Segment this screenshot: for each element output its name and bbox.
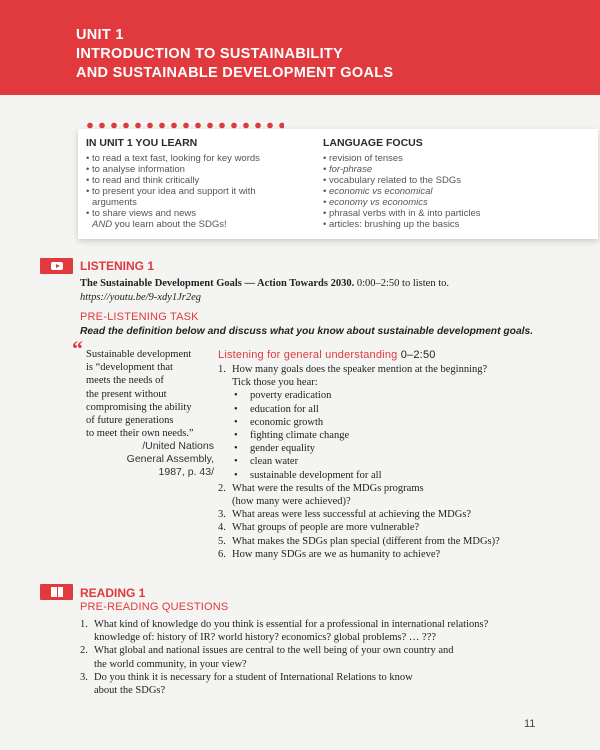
- listening-tag: [40, 258, 73, 274]
- list-item: • to read a text fast, looking for key words: [86, 153, 296, 164]
- reading-questions: [80, 618, 585, 697]
- unit-title: [76, 26, 393, 83]
- list-item: • phrasal verbs with in & into particles: [323, 208, 593, 219]
- quote-line: compromising the ability: [86, 401, 192, 413]
- language-focus-list: [323, 153, 593, 230]
- question-text: Do you think it is necessary for a student of International Relations to know: [94, 671, 413, 683]
- language-focus-column: [323, 137, 593, 230]
- decorative-dots: [84, 122, 284, 129]
- listening-time: 0:00–2:50 to listen to.: [354, 278, 449, 289]
- tick-list: [232, 389, 588, 481]
- you-learn-heading: IN UNIT 1 YOU LEARN: [86, 137, 198, 149]
- question-item: [80, 644, 585, 670]
- unit-banner: [0, 0, 600, 95]
- question-item: [218, 548, 588, 561]
- pre-listening-heading: PRE-LISTENING TASK: [80, 311, 199, 323]
- reading-title: READING 1: [80, 586, 146, 600]
- question-item: [218, 482, 588, 508]
- quote-mark: “: [72, 336, 83, 361]
- quote-source-line: 1987, p. 43/: [158, 466, 214, 479]
- question-item: [80, 618, 585, 644]
- quote-line: to meet their own needs.”: [86, 428, 194, 440]
- question-text: the world community, in your view?: [94, 658, 247, 670]
- question-number: 3.: [80, 671, 88, 683]
- question-text: What makes the SDGs plan special (different from the MDGs)?: [232, 535, 500, 547]
- question-text: (how many were achieved)?: [232, 496, 351, 508]
- question-number: 6.: [218, 548, 226, 560]
- tick-item: • poverty eradication: [232, 389, 588, 402]
- quote-source-line: General Assembly,: [126, 453, 214, 466]
- listening-questions: [218, 363, 588, 561]
- pre-listening-instruction: Read the definition below and discuss what you know about sustainable development goals.: [80, 326, 534, 337]
- video-title: The Sustainable Development Goals — Action Towards 2030.: [80, 278, 355, 289]
- question-text: How many goals does the speaker mention at the beginning?: [232, 364, 488, 375]
- general-understanding-time: 0–2:50: [400, 349, 436, 361]
- list-item: • economy vs economics: [323, 197, 593, 208]
- unit-title-line-2: AND SUSTAINABLE DEVELOPMENT GOALS: [76, 65, 394, 81]
- list-item: • vocabulary related to the SDGs: [323, 175, 593, 186]
- question-number: 3.: [218, 509, 226, 521]
- question-item: [218, 508, 588, 521]
- question-number: 5.: [218, 535, 226, 547]
- question-item: [80, 671, 585, 697]
- question-number: 1.: [218, 364, 226, 375]
- pre-reading-heading: PRE-READING QUESTIONS: [80, 601, 229, 613]
- question-text: knowledge of: history of IR? world history? economics? global problems? … ???: [94, 632, 437, 644]
- list-item-text: you learn about the SDGs!: [114, 219, 227, 230]
- you-learn-list: [86, 153, 296, 230]
- tick-item: • fighting climate change: [232, 429, 588, 442]
- video-url[interactable]: https://youtu.be/9-xdy1Jr2eg: [80, 292, 202, 303]
- question-text: about the SDGs?: [94, 685, 166, 697]
- you-learn-column: [86, 137, 296, 230]
- quote-line: is “development that: [86, 362, 173, 374]
- general-understanding-label: Listening for general understanding: [218, 349, 398, 361]
- general-understanding-heading: [218, 349, 436, 361]
- language-focus-heading: LANGUAGE FOCUS: [323, 137, 423, 149]
- quote-line: meets the needs of: [86, 375, 164, 387]
- tick-item: • sustainable development for all: [232, 469, 588, 482]
- question-item: [218, 363, 588, 482]
- list-item: arguments: [92, 197, 137, 208]
- and-word: AND: [92, 219, 113, 230]
- question-item: [218, 521, 588, 534]
- unit-label: UNIT 1: [76, 27, 124, 43]
- list-item: • to share views and news: [86, 208, 296, 219]
- question-text: What were the results of the MDGs programs: [232, 482, 424, 494]
- list-item: • economic vs economical: [323, 186, 593, 197]
- tick-item: • gender equality: [232, 442, 588, 455]
- tick-item: • economic growth: [232, 416, 588, 429]
- quote-source: [86, 440, 214, 480]
- list-item: [86, 219, 296, 230]
- reading-tag: [40, 584, 73, 600]
- question-text: Tick those you hear:: [232, 377, 318, 389]
- quote-line: the present without: [86, 388, 167, 400]
- question-item: [218, 535, 588, 548]
- list-item: • to read and think critically: [86, 175, 296, 186]
- play-icon: [51, 262, 63, 270]
- list-item: • revision of tenses: [323, 153, 593, 164]
- quote-line: Sustainable development: [86, 349, 192, 360]
- question-number: 4.: [218, 522, 226, 534]
- question-text: What groups of people are more vulnerable?: [232, 522, 420, 534]
- list-item: • to present your idea and support it with: [86, 186, 296, 197]
- question-text: What areas were less successful at achieving the MDGs?: [232, 509, 472, 521]
- list-item: • to analyse information: [86, 164, 296, 175]
- page-number: 11: [524, 718, 536, 730]
- question-number: 2.: [80, 645, 88, 657]
- question-text: How many SDGs are we as humanity to achieve?: [232, 548, 441, 560]
- list-item: • for-phrase: [323, 164, 593, 175]
- unit-overview-box: [78, 129, 598, 239]
- question-text: What global and national issues are central to the well being of your own country and: [94, 645, 454, 657]
- tick-item: • clean water: [232, 455, 588, 468]
- unit-title-line-1: INTRODUCTION TO SUSTAINABILITY: [76, 46, 344, 62]
- definition-quote: [86, 348, 216, 440]
- question-number: 1.: [80, 619, 88, 630]
- listening-source: [80, 277, 580, 290]
- question-text: What kind of knowledge do you think is essential for a professional in international relations?: [94, 619, 489, 630]
- tick-item: • education for all: [232, 403, 588, 416]
- listening-title: LISTENING 1: [80, 259, 155, 273]
- list-item: • articles: brushing up the basics: [323, 219, 593, 230]
- book-icon: [51, 587, 63, 597]
- quote-source-line: /United Nations: [142, 440, 214, 452]
- question-number: 2.: [218, 482, 226, 494]
- quote-line: of future generations: [86, 415, 174, 427]
